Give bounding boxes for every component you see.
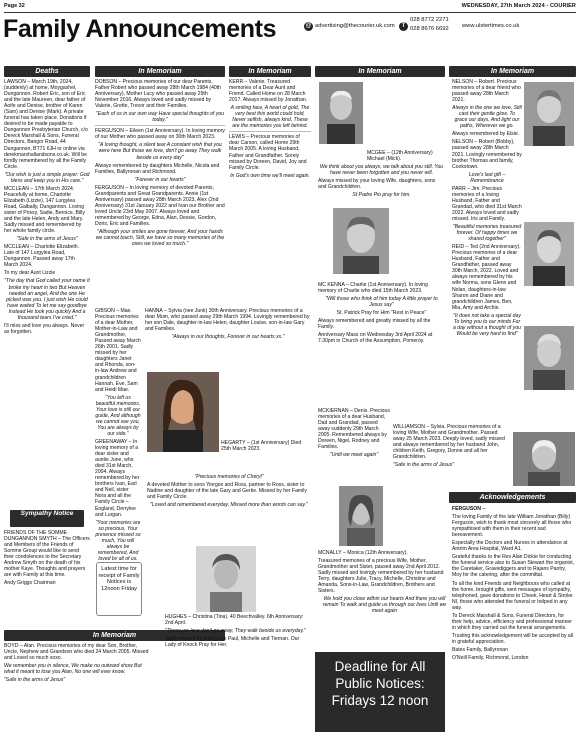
portrait-image <box>524 82 574 146</box>
ack-paragraph-4: To all the kind Friends and Neighbours who called at the home, brought gifts, sent messages of sympathy, telephoned, gave donations to Cheek, Heart & Stroke NI, those who attended the funeral or helped in any way. <box>452 580 573 611</box>
memoriam-column-2a <box>95 79 225 307</box>
in-memoriam-header-3: In Memoriam <box>315 66 445 77</box>
portrait-photo-hegarty <box>147 372 219 452</box>
mcgee-close: St Padre Pio pray for him. <box>352 192 411 199</box>
ack-sign-2: O'Neill Family, Richmond, London <box>452 655 529 662</box>
notice-williamson: WILLIAMSON – Sylvia. Precious memories of a loving Wife, Mother and Grandmother. Passed away 25 March 2023. Deeply loved, sadly missed and always remembered by her husband John, children Keith, Gregory, Donne and all her Grandchildren. <box>393 424 505 461</box>
email-address[interactable]: advertising@thecourier.uk.com <box>315 23 395 29</box>
verse-ferguson: "A loving thought, a silent tear A constant wish that you were here But those we love, don't go away They walk beside us every day" <box>98 142 222 161</box>
ack-paragraph-6: Trusting this acknowledgement will be accepted by all in grateful appreciation. <box>452 632 573 645</box>
notice-parr: PARR – Jim. Precious memories of a loving Husband, Father and Grandad, who died 31st March 2022. Always loved and sadly missed. Iris and Family. <box>452 185 522 222</box>
notice-reid: REID – Ted (2nd Anniversary). Precious memories of a dear Husband, Father and Grandfather, passed away 30th March, 2022. Loved and always remembered by his wife Norma, sons Glenn and Nolan, daughters-in-law Sharon and Diane and grandchildren James, Ben, Mia, Amy and Archie. <box>452 244 521 311</box>
in-memoriam-header-1: In Memoriam <box>95 66 225 77</box>
portrait-image <box>147 372 219 452</box>
notice-lawson: LAWSON – March 19th, 2024, (suddenly) at home, Moygashel, Dungannon. Robert Eric, son of Eric and the late Maureen, dear father of Aoife and Denise, brother of Karen (Sam) and Denise (Mark). A private funeral has taken place. Donations if desired to be made payable to Dungannon Presbyterian Church, c/o Dereck Marshall & Sons, Funeral Directors, Bangor Road, 44 Dungannon, BT71 6JH or online via derekmarshallandsons.co.uk. Will be fondly remembered by all the Family Circle. <box>4 79 88 170</box>
verse-boyd: We remember you in silence, We make no outward show But what it meant to lose you Alan, No one will ever know. <box>4 663 142 676</box>
notice-mcclean: MCCLEAN – 17th March 2024. Peacefully at home, Charlotte Elizabeth (Lizzie), 147 Lurgylea Road, Galbally, Dungannon. Loving sister of Prissy, Sadie, Bernice, Billy and the late Helen, Andy and Mary. Sadly missed and remembered by her whole family circle. <box>4 185 85 235</box>
notice-ferguson-sign: Always remembered by daughters Michelle, Nicola and Families, Ballyronan and Richmond. <box>95 162 220 175</box>
notice-hegarty-text: A devoted Mother to sons Yiorgos and Ross, partner to Ross, sister to Nadine and daughter of the late Gary and Gertie. Missed by her Family and Family Circle. <box>147 482 307 501</box>
notice-lewis: LEWIS – Precious memories of dear Carson, called Home 29th March 2005. A loving Husband, Father and Grandfather. Sorely missed by Doreen, David, Joy and Family Circle. <box>229 134 307 171</box>
notice-hanna: HANNA – Sylvia (nee Junk) 30th Anniversary. Precious memories of a dear Mum, who passed away 29th March 1994. Lovingly remembered by her son Dale, daughter-in-law Helen, daughter Louise, son-in-law Gary and Families. <box>145 308 310 333</box>
notice-mckenna-text: Always remembered and greatly missed by all the Family. <box>318 318 431 331</box>
notice-mckenna-mass: Anniversary Mass on Wednesday 3rd April 2024 at 7.30pm in Church of the Assumption, Pomeroy. <box>318 332 433 345</box>
verse-lawson: "Our wish is just a simple prayer: God bless and keep you in His care." <box>4 171 90 184</box>
verse-mckenna: "Will those who think of him today A little prayer to Jesus say" <box>325 296 438 309</box>
ferguson-close: "Forever in our hearts" <box>134 176 186 183</box>
notice-aunt-sign: I'll miss and love you always. Never as forgotten. <box>4 322 85 335</box>
notice-boyd: BOYD – Alan. Precious memories of my dear Son, Brother, Uncle, Nephew and Grandson who died 24 March 2005. Missed and Loved so much xoxo. <box>4 643 149 662</box>
notice-hughes: HUGHES – Christina (Tina). 40 Beechvalley. 6th Anniversary: 2nd April. <box>165 614 304 627</box>
verse-mcnally: We hold you close within our hearts And there you will remain To walk and guide us through our lives Until we meet again <box>322 596 447 615</box>
divider <box>229 131 311 132</box>
notice-mcgee-title: MCGEE – (12th Anniversary) Michael (Mick). <box>367 150 433 163</box>
phone-number-2[interactable]: 028 8676 6692 <box>410 26 449 32</box>
mckenna-close: St. Patrick Pray for Him "Rest in Peace" <box>336 310 427 317</box>
memoriam-mckiernan <box>318 408 390 490</box>
notice-somme-sign: Andy Griggs Chairman <box>4 580 56 587</box>
verse-mckiernan: "Until we meet again" <box>329 452 379 459</box>
notice-hegarty-title: HEGARTY – (1st Anniversary) Died 25th March 2023. <box>221 440 302 453</box>
boyd-close: "Safe in the arms of Jesus" <box>4 677 66 684</box>
notice-gibson: GIBSON – Mae. Precious memories of a dear Mother, Mother-in-Law and Grandmother, Passed away March 26th 2001. Sadly missed by her daughters Janet and Rhonda, son-in-law Andrew and grandchildren Hannah, Eve, Sam and Heidi Mae. <box>95 308 141 393</box>
memoriam-mcnally <box>318 550 451 642</box>
memoriam-williamson <box>393 424 509 490</box>
deadline-banner: Deadline for All Public Notices: Fridays 12 noon <box>315 652 445 732</box>
website-link[interactable]: www.ulstertimes.co.uk <box>462 23 520 29</box>
verse-mcgee: We think about you always, we talk about you still. You have never been forgotten and you never will. <box>319 164 444 177</box>
verse-greenaway: "Your memories are so precious, Your presence missed so much, You will always be remembered, And loved by all of us. <box>95 519 141 560</box>
portrait-image <box>524 222 574 286</box>
sympathy-header: Sympathy Notice <box>10 510 84 527</box>
acknowledgements-column <box>452 506 575 734</box>
ack-paragraph-2: Especially the Doctors and Nurses in attendance at Antrim Area Hospital, Ward A1. <box>452 540 568 553</box>
notice-mcgee-text: Always missed by your loving Wife, daughters, sons and Grandchildren. <box>318 178 436 191</box>
portrait-image <box>524 326 574 390</box>
dateline: WEDNESDAY, 27th March 2024 - COURIER <box>461 3 576 9</box>
memoriam-column-boyd <box>4 643 149 733</box>
phone-number-1[interactable]: 028 8772 2271 <box>410 17 449 23</box>
notice-mcnally-text: Treasured memories of a precious Wife, Mother, Grandmother and Sister, passed away 2nd April 2012. Sadly missed and lovingly remembered by her husband Terry, daughters Julie, Tracy, Michelle, Christine and Amanda, Sons-in-Law, Grandchildren, Brothers and Sisters. <box>318 558 444 595</box>
notice-nelson-2: NELSON – Robert (Bobby), passed away 28th March 2021. Lovingly remembered by brother Thomas and family, Cookstown. <box>452 139 522 170</box>
page-title: Family Announcements <box>3 15 277 43</box>
email-icon: @ <box>305 23 312 29</box>
verse-reid: "It does not take a special day To bring you to our minds For a day without a thought of you Would be very hard to find" <box>453 312 521 337</box>
portrait-photo-williamson <box>513 432 575 486</box>
verse-gibson: "You left us beautiful memories, Your love is still our guide, And although we cannot see you, You are always by our side." <box>95 394 141 437</box>
notice-ferguson-2: FERGUSON – In loving memory of devoted Parents, Grandparents and Great Grandparents. Annie (1st Anniversary) passed away 28th March 2023, Alex (2nd Anniversary) 31st January 2022 and Ivan our Brother and loved Uncle 23rd May 2007. Always loved and remembered by George, Edna, Alan, Dessie, Gordon, Doris, Eric and Families. <box>95 184 225 227</box>
in-memoriam-header-bottom: In Memoriam <box>4 630 225 641</box>
portrait-image <box>513 432 575 486</box>
memoriam-hanna <box>145 308 311 370</box>
divider <box>95 125 225 126</box>
portrait-photo-mcgee <box>319 82 363 144</box>
notice-nelson: NELSON – Robert. Precious memories of a dear friend who passed away 28th March 2021. <box>452 79 521 104</box>
portrait-image <box>196 546 256 612</box>
portrait-photo-mcnally <box>339 486 383 546</box>
notice-mckiernan: MCKIERNAN – Denis. Precious memories of a dear Husband, Dad and Grandad, passed away suddenly 29th March 2005. Remembered always by Doreen, Nigel, Rodney and Families. <box>318 408 390 451</box>
hegarty-quote: "Precious memories of Cheryl" <box>194 474 264 480</box>
notice-mcnally: MCNALLY – Monica (12th Anniversary). <box>318 550 408 556</box>
ack-sign-1: Bates Family, Ballyronan <box>452 646 508 653</box>
portrait-image <box>333 208 389 274</box>
verse-williamson: "Safe in the arms of Jesus" <box>393 462 455 469</box>
nelson-sign: Always remembered by Elsie. <box>452 131 520 138</box>
notice-hughes-text: Sadly missed by loving son Paul, Michelle and Tiernan. Our Lady of Knock Pray for Her. <box>165 636 300 649</box>
portrait-image <box>339 486 383 546</box>
notice-dobson: DOBSON – Precious memories of our dear Parents, Father Robert who passed away 28th March 1984 (40th Anniversary), Mother Lucy who passed away 29th November 2016. Always loved and sadly missed by Valerie, Grette, Trevor and their Families. <box>95 79 222 110</box>
sympathy-column <box>4 530 90 620</box>
notice-kerr: KERR – Valerie. Treasured memories of a Dear Aunt and Friend. Called Home on 28 March 2017. Always missed by Jonathan. <box>229 79 308 104</box>
ack-paragraph-5: To Dereck Marshall & Sons, Funeral Directors, for their help, advice, efficiency and professional manner in which they carried out the funeral arrangements. <box>452 612 572 631</box>
top-bar <box>0 0 580 12</box>
verse-dobson: "Each of us in our own way Have special thoughts of you today." <box>95 111 225 124</box>
deaths-header: Deaths <box>4 66 90 77</box>
notice-somme: FRIENDS OF THE SOMME DUNGANNON SMYTH – The Officers and Members of the Friends of Somme Group would like to send their condolences to the Secretary Andrew Smyth on the death of his mother Kaye. Thoughts and prayers are with Family at this time. <box>4 530 90 579</box>
in-memoriam-header-2: In Memoriam <box>229 66 311 77</box>
notice-mckenna: MC KENNA – Charlie (1st Anniversary). In loving memory of Charlie who died 15th March 2023. <box>318 282 428 295</box>
verse-lewis: In God's own time we'll meet again. <box>230 172 310 179</box>
listing-deadline-box: Latest time for receipt of Family Notices is 12noon Friday <box>96 562 142 616</box>
notice-ferguson: FERGUSON – Eileen (1st Anniversary). In loving memory of our Mother who passed away on 30th March 2023. <box>95 128 225 141</box>
notice-aunt-heading: To my dear Aunt Lizzie <box>4 270 56 277</box>
ack-name: FERGUSON – <box>452 506 486 512</box>
notice-greenaway: GREENAWAY – In loving memory of a dear sister and auntie June, who died 31st March, 2004. Always remembered by her brothers Ivan, Earl and Neil, sister Nora and all the Family Circle – England, Derrylee and Lurgan. <box>95 438 140 518</box>
verse-ferguson-2: "Although your smiles are gone forever, And your hands we cannot touch, Still, we have so many memories of the ones we loved so much." <box>95 229 225 248</box>
memoriam-mcgee <box>318 164 445 206</box>
portrait-image <box>319 82 363 144</box>
ack-paragraph-1: The loving Family of the late William Jonathan (Billy) Ferguson, wish to thank most sincerely all those who sympathised with them in their recent sad bereavement. <box>452 514 572 539</box>
verse-nelson-2: Love's last gift – Remembrance <box>468 171 506 184</box>
acknowledgements-header: Acknowledgements <box>449 492 576 503</box>
verse-nelson: Always in the one we love, Still cast their gentle glow, To grace our days, And light our paths, Wherever we go. <box>452 105 522 130</box>
verse-mcclean: "Safe in the arms of Jesus" <box>16 236 78 243</box>
memoriam-column-5 <box>452 79 522 419</box>
memoriam-hegarty <box>147 474 311 546</box>
memoriam-hughes <box>165 614 311 734</box>
verse-parr: "Beautiful memories treasured forever. Of happy times we shared together" <box>452 224 522 243</box>
verse-aunt: "The day that God called your name It broke my heart in two But Heaven needed an angel, And the one He picked was you. I just wish He could have waited To let me say goodbye Instead He took you quickly And a thousand tears I've cried." <box>4 278 90 321</box>
portrait-photo-mckenna <box>333 208 389 274</box>
portrait-photo-hughes <box>196 546 256 612</box>
phone-icon: T <box>399 22 408 31</box>
verse-hanna: "Always in our thoughts, Forever in our hearts xx." <box>171 334 285 341</box>
notice-mcclean-2: MCCLEAN – Charlotte Elizabeth. Late of 147 Lurgylea Road, Dungannon. Passed away 17th March 2024. <box>4 244 80 269</box>
deaths-column <box>4 79 90 511</box>
portrait-photo-parr <box>524 222 574 286</box>
in-memoriam-header-4: In Memoriam <box>449 66 576 77</box>
ack-paragraph-3: Grateful thanks to the Rev Alan Dickie for conducting the funeral service also to Susan Stewart the organist, the Caretaker, Gravediggers and to Rajans Pantry, Moy for the catering, after the committal. <box>452 554 575 579</box>
verse-hughes: "Those we love don't go away, They walk beside us everyday." <box>165 628 306 635</box>
page-number: Page 32 <box>4 3 25 9</box>
memoriam-mckenna <box>318 282 445 407</box>
portrait-photo-reid <box>524 326 574 390</box>
memoriam-column-3a <box>229 79 311 305</box>
portrait-photo-nelson <box>524 82 574 146</box>
verse-hegarty: "Loved and remembered everyday, Missed more than words can say." <box>150 502 308 509</box>
memoriam-column-2b <box>95 308 141 560</box>
verse-kerr: A smiling face, A heart of gold, The very best this world could hold, Never selfish, always kind, These are the memories you left behind. <box>230 105 310 130</box>
